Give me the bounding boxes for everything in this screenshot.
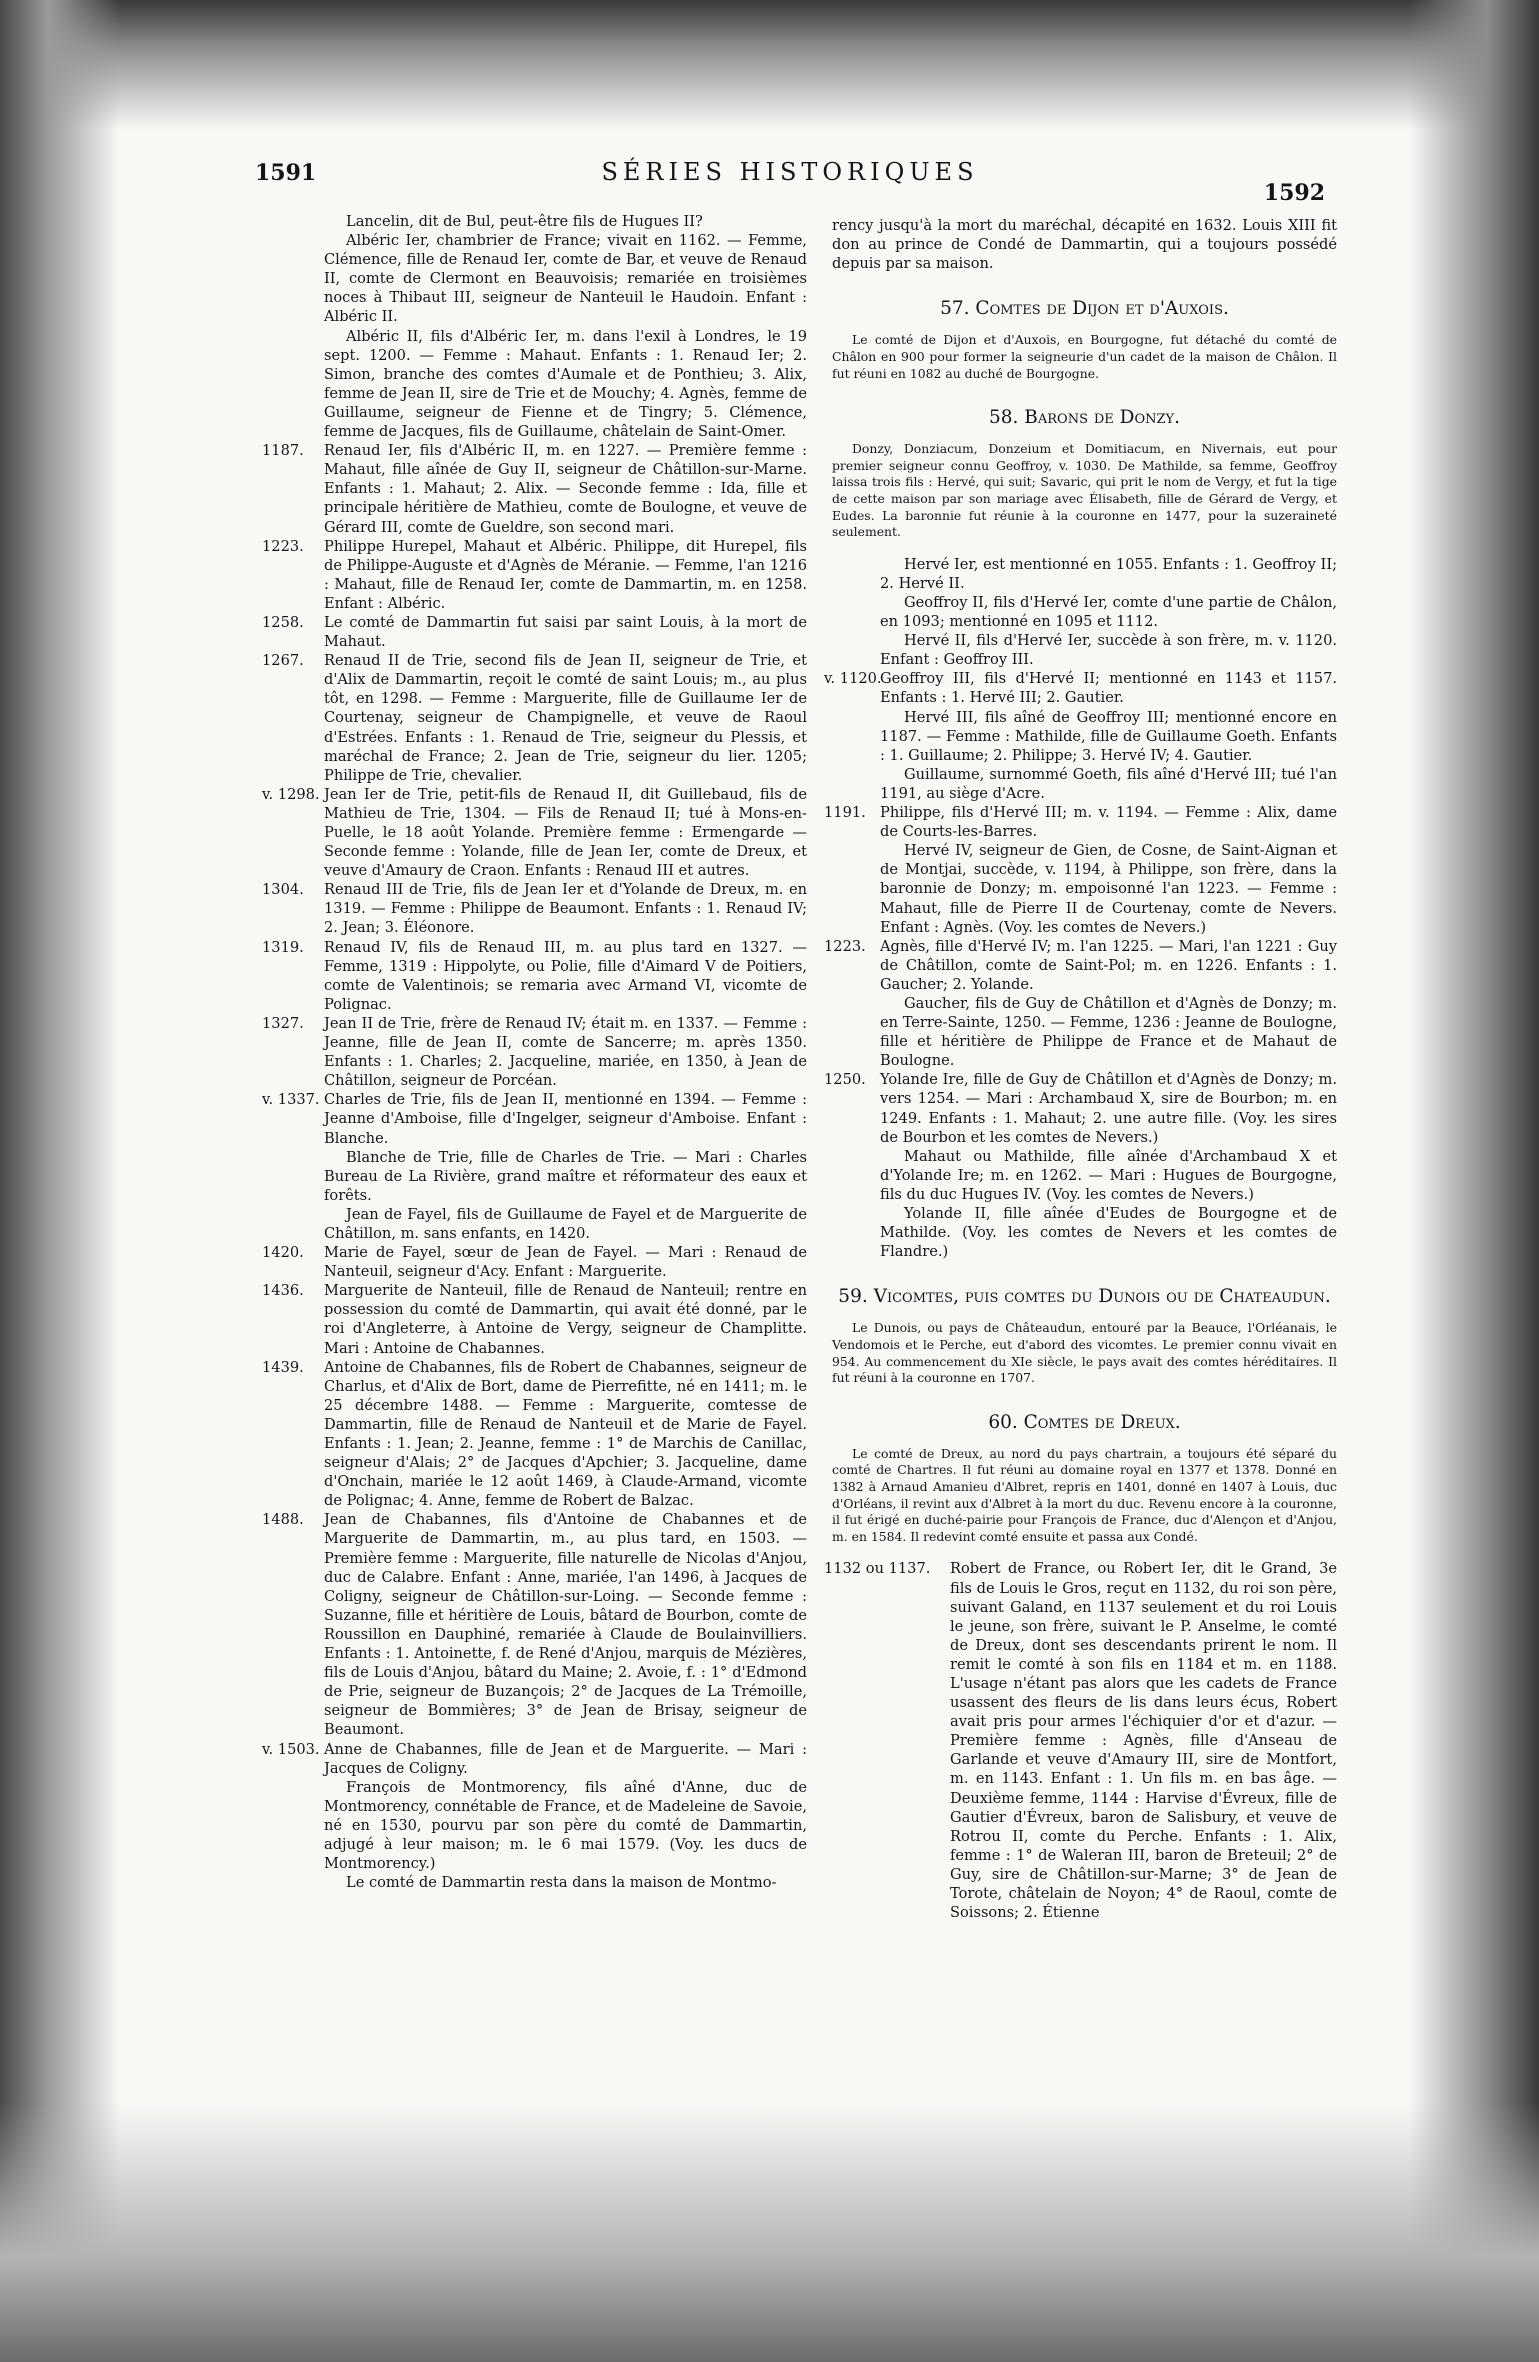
entry-text: Renaud Ier, fils d'Albéric II, m. en 1227. — Première femme : Mahaut, fille aînée de Guy II, seigneur de Châtillon-sur-Marne. Enfants : 1. Mahaut; 2. Alix. — Seconde femme : Ida, fille et principale héritière de Mathieu, comte de Boulogne, et veuve de Gérard III, comte de Gueldre, son second mari.	[324, 442, 807, 536]
entry-text: Yolande Ire, fille de Guy de Châtillon et d'Agnès de Donzy; m. vers 1254. — Mari : Archambaud X, sire de Bourbon; m. en 1249. Enfants : 1. Mahaut; 2. une autre fille. (Voy. les sires de Bourbon et les comtes de Nevers.)	[880, 1071, 1337, 1146]
entry-date: 1436.	[262, 1282, 304, 1300]
entry-text: Philippe Hurepel, Mahaut et Albéric. Philippe, dit Hurepel, fils de Philippe-Auguste et d'Agnès de Méranie. — Femme, l'an 1216 : Mahaut, fille de Renaud Ier, comte de Dammartin, m. en 1258. Enfant : Albéric.	[324, 537, 807, 612]
entry-text: Hervé II, fils d'Hervé Ier, succède à son frère, m. v. 1120. Enfant : Geoffroy III.	[880, 632, 1337, 669]
section-heading-58: 58. Barons de Donzy.	[988, 407, 1181, 429]
section-intro: Le comté de Dreux, au nord du pays chartrain, a toujours été séparé du comté de Chartres. Il fut réuni au domaine royal en 1377 et 1378. Donné en 1382 à Arnaud Amanieu d'Albret, repris en 1401, donné en 1407 à Louis, duc d'Orléans, il revint aux d'Albret à la mort du duc. Revenu encore à la couronne, il fut érigé en duché-pairie pour François de France, duc d'Alençon et d'Anjou, m. en 1584. Il redevint comté ensuite et passa aux Condé.	[832, 1445, 1337, 1544]
dated-entry	[262, 1243, 807, 1281]
dated-entry	[262, 441, 807, 536]
entry-text: Robert de France, ou Robert Ier, dit le Grand, 3e fils de Louis le Gros, reçut en 1132, du roi son père, suivant Galand, en 1137 seulement et du roi Louis le jeune, son frère, suivant le P. Anselme, le comté de Dreux, dont ses descendants prirent le nom. Il remit le comté à son fils en 1184 et m. en 1188. L'usage n'étant pas alors que les cadets de France usassent des fleurs de lis dans leurs écus, Robert avait pris pour armes l'échiquier d'or et d'azur. — Première femme : Agnès, fille d'Anseau de Garlande et veuve d'Amaury III, sire de Montfort, m. en 1143. Enfant : 1. Un fils m. en bas âge. — Deuxième femme, 1144 : Harvise d'Évreux, fille de Gautier d'Évreux, baron de Salisbury, et veuve de Rotrou II, comte du Perche. Enfants : 1. Alix, femme : 1° de Waleran III, baron de Breteuil; 2° de Guy, sire de Châtillon-sur-Marne; 3° de Jean de Torote, châtelain de Noyon; 4° de Raoul, comte de Soissons; 2. Étienne	[950, 1560, 1337, 1922]
entry-date: 1304.	[262, 881, 304, 899]
section-heading-59: 59. Vicomtes, puis comtes du Dunois ou de Chateaudun.	[838, 1286, 1331, 1308]
entry-text: Geoffroy III, fils d'Hervé II; mentionné en 1143 et 1157. Enfants : 1. Hervé III; 2. Gautier.	[880, 670, 1337, 707]
entry-text: Agnès, fille d'Hervé IV; m. l'an 1225. — Mari, l'an 1221 : Guy de Châtillon, comte de Saint-Pol; m. en 1226. Enfants : 1. Gaucher; 2. Yolande.	[880, 937, 1337, 993]
entry-text: Albéric Ier, chambrier de France; vivait en 1162. — Femme, Clémence, fille de Renaud Ier, comte de Bar, et veuve de Renaud II, comte de Clermont en Beauvoisis; remariée en troisièmes noces à Thibaut III, seigneur de Nanteuil le Haudoin. Enfant : Albéric II.	[324, 232, 807, 326]
entry-date: 1267.	[262, 652, 304, 670]
dated-entry	[262, 880, 807, 937]
section-heading-57: 57. Comtes de Dijon et d'Auxois.	[940, 298, 1229, 320]
dated-entry	[824, 803, 1337, 841]
dated-entry	[262, 1510, 807, 1739]
entry-text: Hervé IV, seigneur de Gien, de Cosne, de Saint-Aignan et de Montjai, succède, v. 1194, à Philippe, son frère, dans la baronnie de Donzy; m. empoisonné l'an 1223. — Femme : Mahaut, fille de Pierre II de Courtenay, comte de Nevers. Enfant : Agnès. (Voy. les comtes de Nevers.)	[880, 842, 1337, 936]
entry-text: Anne de Chabannes, fille de Jean et de Marguerite. — Mari : Jacques de Coligny.	[324, 1740, 807, 1777]
dated-entry	[824, 1559, 1337, 1922]
entry-text: Le comté de Dammartin fut saisi par saint Louis, à la mort de Mahaut.	[324, 613, 807, 651]
entry-text: Gaucher, fils de Guy de Châtillon et d'Agnès de Donzy; m. en Terre-Sainte, 1250. — Femme, 1236 : Jeanne de Boulogne, fille et héritière de Philippe de France et de Mahaut de Boulogne.	[880, 994, 1337, 1070]
entry-text: Jean II de Trie, frère de Renaud IV; était m. en 1337. — Femme : Jeanne, fille de Jean II, comte de Sancerre; m. après 1350. Enfants : 1. Charles; 2. Jacqueline, mariée, en 1350, à Jean de Châtillon, seigneur de Porcéan.	[324, 1014, 807, 1090]
entry-date: 1250.	[824, 1071, 866, 1089]
scan-edge-top	[0, 0, 1539, 130]
entry-text: Blanche de Trie, fille de Charles de Trie. — Mari : Charles Bureau de La Rivière, grand maître et réformateur des eaux et forêts.	[324, 1148, 807, 1204]
entry-date: v. 1120.	[824, 670, 882, 688]
entry-text: Antoine de Chabannes, fils de Robert de Chabannes, seigneur de Charlus, et d'Alix de Bort, dame de Pierrefitte, né en 1411; m. le 25 décembre 1488. — Femme : Marguerite, comtesse de Dammartin, fille de Renaud de Nanteuil et de Marie de Fayel. Enfants : 1. Jean; 2. Jeanne, femme : 1° de Marchis de Canillac, seigneur d'Alais; 2° de Jacques d'Apchier; 3. Jacqueline, dame d'Onchain, mariée le 12 août 1469, à Claude-Armand, vicomte de Polignac; 4. Anne, femme de Robert de Balzac.	[324, 1358, 807, 1510]
entry-text: François de Montmorency, fils aîné d'Anne, duc de Montmorency, connétable de France, et de Madeleine de Savoie, né en 1530, pourvu par son père du comté de Dammartin, adjugé à leur maison; m. le 6 mai 1579. (Voy. les ducs de Montmorency.)	[324, 1778, 807, 1873]
dated-entry	[262, 613, 807, 651]
entry-text: Le comté de Dammartin resta dans la maison de Montmo-	[346, 1874, 777, 1892]
entry-date: 1223.	[824, 937, 866, 955]
dated-entry	[824, 937, 1337, 994]
entry-date: 1187.	[262, 442, 304, 460]
entry-date: 1488.	[262, 1511, 304, 1529]
section-intro: Le comté de Dijon et d'Auxois, en Bourgogne, fut détaché du comté de Châlon en 900 pour former la seigneurie d'un cadet de la maison de Châlon. Il fut réuni en 1082 au duché de Bourgogne.	[832, 332, 1337, 381]
left-column	[262, 212, 807, 1892]
entry-text: Marguerite de Nanteuil, fille de Renaud de Nanteuil; rentre en possession du comté de Dammartin, qui avait été donné, par le roi d'Angleterre, à Antoine de Vergy, seigneur de Champlitte. Mari : Antoine de Chabannes.	[324, 1282, 807, 1357]
entry-date: 1223.	[262, 537, 304, 555]
page-title: SÉRIES HISTORIQUES	[601, 158, 979, 186]
dated-entry	[262, 938, 807, 1014]
entry-text: Lancelin, dit de Bul, peut-être fils de Hugues II?	[346, 213, 703, 230]
dated-entry	[262, 537, 807, 613]
entry-date: 1439.	[262, 1358, 304, 1376]
entry-text: Renaud II de Trie, second fils de Jean II, seigneur de Trie, et d'Alix de Dammartin, reçoit le comté de saint Louis; m., au plus tôt, en 1298. — Femme : Marguerite, fille de Guillaume Ier de Courtenay, seigneur de Champignelle, et veuve de Raoul d'Estrées. Enfants : 1. Renaud de Trie, seigneur du Plessis, et maréchal de France; 2. Jean de Trie, seigneur du lier. 1205; Philippe de Trie, chevalier.	[324, 652, 807, 784]
page-number-left: 1591	[255, 160, 317, 186]
dated-entry	[262, 651, 807, 785]
dated-entry	[262, 1281, 807, 1357]
entry-date: v. 1337.	[262, 1091, 320, 1109]
dated-entry	[262, 1014, 807, 1090]
running-head	[255, 158, 1325, 206]
entry-date: 1258.	[262, 613, 304, 631]
entry-date: v. 1298.	[262, 785, 320, 803]
dated-entry	[262, 1740, 807, 1778]
entry-text: Albéric II, fils d'Albéric Ier, m. dans l'exil à Londres, le 19 sept. 1200. — Femme : Mahaut. Enfants : 1. Renaud Ier; 2. Simon, branche des comtes d'Aumale et de Ponthieu; 3. Alix, femme de Jean II, sire de Trie et de Mouchy; 4. Agnès, femme de Guillaume, seigneur de Fienne et de Tingry; 5. Clémence, femme de Jacques, fils de Guillaume, châtelain de Saint-Omer.	[324, 327, 807, 441]
entry-text: Jean de Fayel, fils de Guillaume de Fayel et de Marguerite de Châtillon, m. sans enfants, en 1420.	[324, 1205, 807, 1242]
section-intro: Donzy, Donziacum, Donzeium et Domitiacum, en Nivernais, eut pour premier seigneur connu Geoffroy, v. 1030. De Mathilde, sa femme, Geoffroy laissa trois fils : Hervé, qui suit; Savaric, qui prit le nom de Vergy, et fut la tige de cette maison par son mariage avec Élisabeth, fille de Gérard de Vergy, et Eudes. La baronnie fut réunie à la couronne en 1477, pour la suzeraineté seulement.	[832, 441, 1337, 540]
entry-text: Renaud III de Trie, fils de Jean Ier et d'Yolande de Dreux, m. en 1319. — Femme : Philippe de Beaumont. Enfants : 1. Renaud IV; 2. Jean; 3. Éléonore.	[324, 881, 807, 937]
entry-text: Jean Ier de Trie, petit-fils de Renaud II, dit Guillebaud, fils de Mathieu de Trie, 1304. — Fils de Renaud II; tué à Mons-en-Puelle, le 18 août Yolande. Première femme : Ermengarde — Seconde femme : Yolande, fille de Jean Ier, comte de Dreux, et veuve d'Amaury de Craon. Enfants : Renaud III et autres.	[324, 785, 807, 880]
dated-entry	[262, 785, 807, 880]
entry-date: v. 1503.	[262, 1740, 320, 1758]
entry-text: Marie de Fayel, sœur de Jean de Fayel. — Mari : Renaud de Nanteuil, seigneur d'Acy. Enfant : Marguerite.	[324, 1244, 807, 1281]
entry-date: 1327.	[262, 1014, 304, 1032]
dated-entry	[262, 1358, 807, 1511]
entry-text: Charles de Trie, fils de Jean II, mentionné en 1394. — Femme : Jeanne d'Amboise, fille d'Ingelger, seigneur d'Amboise. Enfant : Blanche.	[324, 1091, 807, 1147]
dated-entry	[262, 1090, 807, 1147]
entry-text: Renaud IV, fils de Renaud III, m. au plus tard en 1327. — Femme, 1319 : Hippolyte, ou Polie, fille d'Aimard V de Poitiers, comte de Valentinois; se remaria avec Armand VI, vicomte de Polignac.	[324, 938, 807, 1013]
entry-date: 1420.	[262, 1244, 304, 1262]
page-number-right: 1592	[1263, 180, 1325, 206]
scan-edge-left	[0, 0, 120, 2362]
scan-edge-bottom	[0, 2102, 1539, 2362]
entry-date: 1319.	[262, 938, 304, 956]
right-column	[824, 216, 1337, 1922]
section-heading-60: 60. Comtes de Dreux.	[988, 1411, 1181, 1433]
entry-text: Hervé III, fils aîné de Geoffroy III; mentionné encore en 1187. — Femme : Mathilde, fille de Guillaume Goeth. Enfants : 1. Guillaume; 2. Philippe; 3. Hervé IV; 4. Gautier.	[880, 708, 1337, 764]
entry-date: 1191.	[824, 804, 866, 822]
entry-text: Mahaut ou Mathilde, fille aînée d'Archambaud X et d'Yolande Ire; m. en 1262. — Mari : Hugues de Bourgogne, fils du duc Hugues IV. (Voy. les comtes de Nevers.)	[880, 1147, 1337, 1203]
scan-edge-right	[1409, 0, 1539, 2362]
section-intro: Le Dunois, ou pays de Châteaudun, entouré par la Beauce, l'Orléanais, le Vendomois et le Perche, eut d'abord des vicomtes. Le premier connu vivait en 954. Au commencement du XIe siècle, le pays avait des comtes héréditaires. Il fut réuni à la couronne en 1707.	[832, 1320, 1337, 1386]
entry-text: Jean de Chabannes, fils d'Antoine de Chabannes et de Marguerite de Dammartin, m., au plus tard, en 1503. — Première femme : Marguerite, fille naturelle de Nicolas d'Anjou, duc de Calabre. Enfant : Anne, mariée, l'an 1496, à Jacques de Coligny, seigneur de Châtillon-sur-Loing. — Seconde femme : Suzanne, fille et héritière de Louis, bâtard de Bourbon, comte de Roussillon en Dauphiné, remariée à Claude de Boulainvilliers. Enfants : 1. Antoinette, f. de René d'Anjou, marquis de Mézières, fils de Louis d'Anjou, bâtard du Maine; 2. Avoie, f. : 1° d'Edmond de Prie, seigneur de Buzançois; 2° de Jacques de La Trémoille, seigneur de Bommières; 3° de Jean de Brisay, seigneur de Beaumont.	[324, 1511, 807, 1739]
dated-entry	[824, 669, 1337, 707]
entry-text: Guillaume, surnommé Goeth, fils aîné d'Hervé III; tué l'an 1191, au siège d'Acre.	[880, 765, 1337, 802]
entry-text: Philippe, fils d'Hervé III; m. v. 1194. — Femme : Alix, dame de Courts-les-Barres.	[880, 804, 1337, 841]
dated-entry	[824, 1070, 1337, 1146]
continued-text: rency jusqu'à la mort du maréchal, décapité en 1632. Louis XIII fit don au prince de Condé de Dammartin, qui a toujours possédé depuis par sa maison.	[832, 217, 1337, 273]
entry-text: Hervé Ier, est mentionné en 1055. Enfants : 1. Geoffroy II; 2. Hervé II.	[880, 555, 1337, 592]
entry-date: 1132 ou 1137.	[824, 1560, 931, 1578]
entry-text: Geoffroy II, fils d'Hervé Ier, comte d'une partie de Châlon, en 1093; mentionné en 1095 et 1112.	[880, 594, 1337, 631]
entry-text: Yolande II, fille aînée d'Eudes de Bourgogne et de Mathilde. (Voy. les comtes de Nevers et les comtes de Flandre.)	[880, 1205, 1337, 1261]
